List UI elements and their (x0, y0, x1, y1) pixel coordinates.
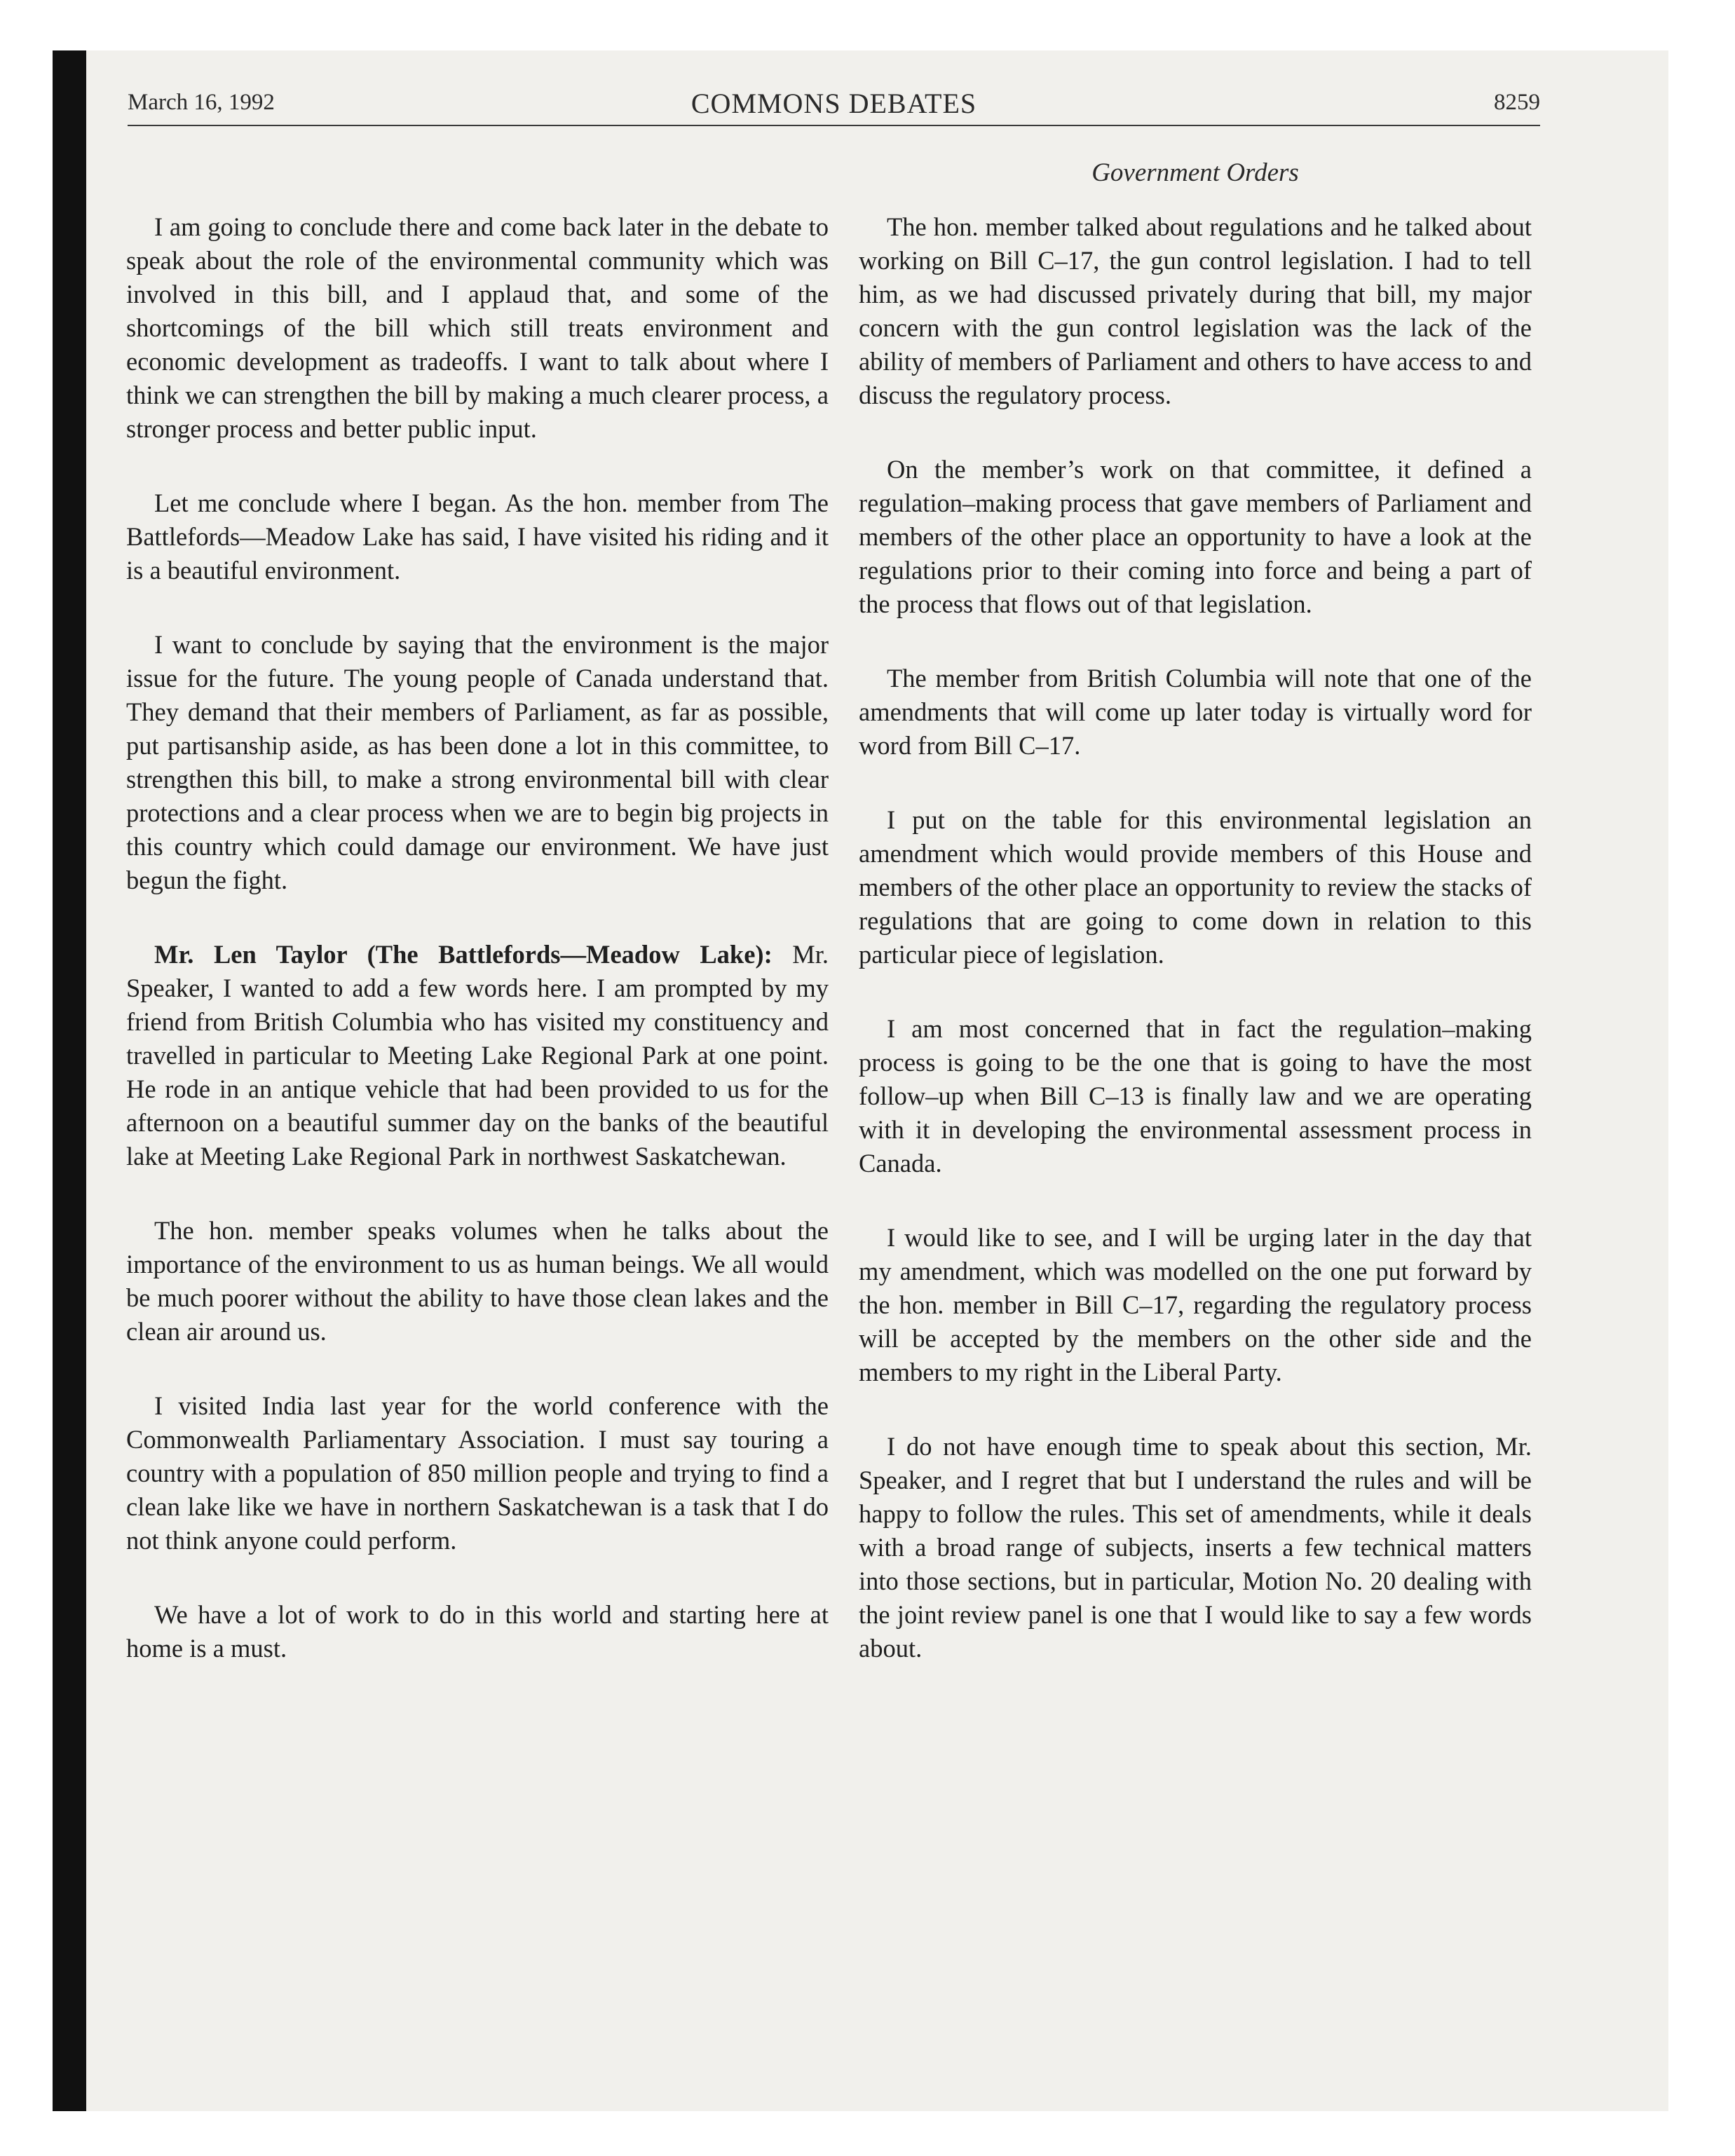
paragraph: I want to conclude by saying that the environment is the major issue for the future. The young people of Canada understand that. They demand that their members of Parliament, as far as possible, put partisanship aside, as has been done a lot in this committee, to strengthen this bill, to make a strong environmental bill with clear protections and a clear process when we are to begin big projects in this country which could damage our environment. We have just begun the fight. (126, 630, 829, 894)
speaker-text: Mr. Speaker, I wanted to add a few words here. I am prompted by my friend from British Columbia who has visited my constituency and travelled in particular to Meeting Lake Regional Park at one point. He rode in an antique vehicle that had been provided to us for the afternoon on a beautiful summer day on the banks of the beautiful lake at Meeting Lake Regional Park in northwest Saskatchewan. (126, 940, 829, 1171)
page-header (128, 84, 1540, 126)
header-rule (128, 125, 1540, 126)
paragraph: I visited India last year for the world conference with the Commonwealth Parliamentary Association. I must say touring a country with a population of 850 million people and trying to find a clean lake like we have in northern Saskatchewan is a task that I do not think anyone could perform. (126, 1391, 829, 1555)
paragraph: We have a lot of work to do in this world and starting here at home is a must. (126, 1600, 829, 1663)
paragraph: I do not have enough time to speak about this section, Mr. Speaker, and I regret that but I understand the rules and will be happy to follow the rules. This set of amendments, while it deals with a broad range of subjects, inserts a few technical matters into those sections, but in particular, Motion No. 20 dealing with the joint review panel is one that I would like to say a few words about. (859, 1432, 1532, 1663)
paragraph: I put on the table for this environmental legislation an amendment which would provide members of this House and members of the other place an opportunity to review the stacks of regulations that are going to come down in relation to this particular piece of legislation. (859, 805, 1532, 969)
header-title: COMMONS DEBATES (690, 88, 977, 119)
paragraph: The hon. member speaks volumes when he talks about the importance of the environment to us as human beings. We all would be much poorer without the ability to have those clean lakes and the clean air around us. (126, 1216, 829, 1346)
paragraph: On the member’s work on that committee, it defined a regulation–making process that gave members of Parliament and members of the other place an opportunity to have a look at the regulations prior to their coming into force and being a part of the process that flows out of that legislation. (859, 455, 1532, 618)
paragraph: The member from British Columbia will note that one of the amendments that will come up later today is virtually word for word from Bill C–17. (859, 664, 1532, 760)
speaker-paragraph (126, 938, 829, 1173)
scan-binding-edge (53, 50, 86, 2111)
section-label: Government Orders (1091, 158, 1299, 187)
paragraph: Let me conclude where I began. As the hon. member from The Battlefords—Meadow Lake has said, I have visited his riding and it is a beautiful environment. (126, 489, 829, 585)
header-page-number: 8259 (1494, 90, 1540, 115)
right-column (859, 210, 1532, 1705)
paragraph: I am most concerned that in fact the regulation–making process is going to be the one that is going to have the most follow–up when Bill C–13 is finally law and we are operating with it in developing the environmental assessment process in Canada. (859, 1014, 1532, 1178)
paragraph: I would like to see, and I will be urging later in the day that my amendment, which was modelled on the one put forward by the hon. member in Bill C–17, regarding the regulatory process will be accepted by the members on the other side and the members to my right in the Liberal Party. (859, 1223, 1532, 1386)
paragraph: The hon. member talked about regulations and he talked about working on Bill C–17, the gun control legislation. I had to tell him, as we had discussed privately during that bill, my major concern with the gun control legislation was the lack of the ability of members of Parliament and others to have access to and discuss the regulatory process. (859, 212, 1532, 409)
left-column (126, 210, 829, 1705)
speaker-name: Mr. Len Taylor (The Battlefords—Meadow Lake): (154, 940, 773, 969)
paragraph: I am going to conclude there and come back later in the debate to speak about the role of the environmental community which was involved in this bill, and I applaud that, and some of the shortcomings of the bill which still treats environment and economic development as tradeoffs. I want to talk about where I think we can strengthen the bill by making a much clearer process, a stronger process and better public input. (126, 212, 829, 443)
header-date: March 16, 1992 (128, 90, 275, 115)
